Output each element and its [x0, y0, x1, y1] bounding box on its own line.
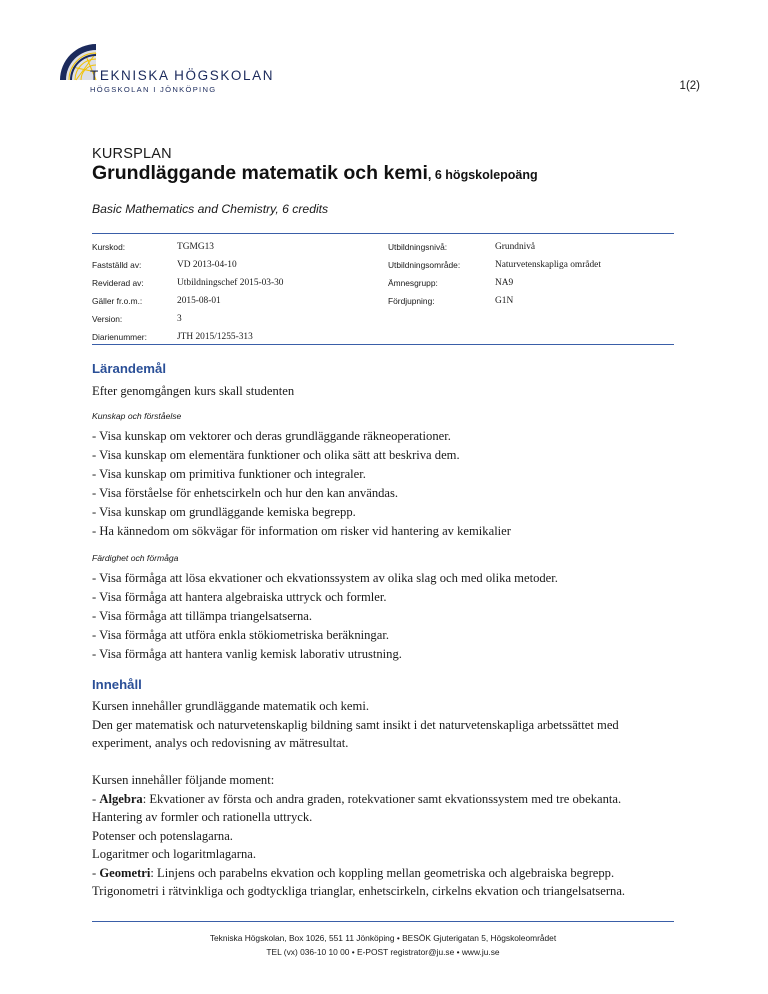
info-key: Ämnesgrupp:	[388, 278, 438, 288]
organization-subtitle: HÖGSKOLAN I JÖNKÖPING	[90, 85, 217, 94]
content-line: Potenser och potenslagarna.	[92, 828, 233, 843]
info-value: G1N	[495, 296, 514, 306]
footer-contact: TEL (vx) 036-10 10 00 • E-POST registrator@ju.se • www.ju.se	[266, 947, 500, 957]
list-item: - Visa kunskap om primitiva funktioner och integraler.	[92, 467, 366, 481]
list-item: - Visa kunskap om vektorer och deras grundläggande räkneoperationer.	[92, 429, 451, 443]
content-line: Kursen innehåller grundläggande matematik och kemi.	[92, 699, 369, 713]
kunskap-list	[92, 427, 692, 541]
info-row	[92, 314, 674, 331]
info-value: 3	[177, 314, 182, 324]
subheading-kunskap: Kunskap och förståelse	[92, 411, 182, 421]
info-key: Kurskod:	[92, 242, 126, 252]
intro-text: Efter genomgången kurs skall studenten	[92, 384, 295, 398]
subheading-fardighet: Färdighet och förmåga	[92, 553, 179, 563]
list-item: - Visa förmåga att hantera vanlig kemisk laborativ utrustning.	[92, 647, 402, 661]
info-key: Fastställd av:	[92, 260, 142, 270]
content-line: Hantering av formler och rationella uttryck.	[92, 810, 313, 824]
info-value: Utbildningschef 2015-03-30	[177, 278, 284, 288]
list-item: - Visa kunskap om elementära funktioner och olika sätt att beskriva dem.	[92, 448, 460, 462]
info-value: TGMG13	[177, 242, 214, 252]
info-value: Grundnivå	[495, 242, 536, 252]
geometri-text: : Linjens och parabelns ekvation och koppling mellan geometriska och algebraiska begrepp.	[150, 865, 615, 880]
info-row	[92, 260, 674, 277]
info-value: VD 2013-04-10	[177, 260, 237, 270]
info-row	[92, 332, 674, 349]
algebra-text: : Ekvationer av första och andra graden, rotekvationer samt ekvationssystem med tre obekanta.	[142, 791, 622, 806]
divider	[92, 233, 674, 234]
info-key: Diarienummer:	[92, 332, 147, 342]
document-type: KURSPLAN	[92, 146, 172, 162]
info-value: NA9	[495, 278, 514, 288]
algebra-term: Algebra	[99, 791, 143, 806]
info-value: Naturvetenskapliga området	[495, 260, 601, 270]
course-title	[92, 162, 538, 185]
info-key: Reviderad av:	[92, 278, 144, 288]
info-key: Version:	[92, 314, 123, 324]
list-item: - Visa förmåga att tillämpa triangelsatserna.	[92, 609, 313, 623]
list-item: - Visa förmåga att utföra enkla stökiometriska beräkningar.	[92, 628, 389, 642]
content-line: Den ger matematisk och naturvetenskaplig bildning samt insikt i det naturvetenskapliga arbetssättet med	[92, 717, 619, 732]
course-credits: , 6 högskolepoäng	[427, 168, 538, 182]
dash: -	[92, 865, 100, 880]
footer-divider	[92, 921, 674, 922]
page-number: 1(2)	[679, 80, 700, 92]
list-item: - Ha kännedom om sökvägar för information om risker vid hantering av kemikalier	[92, 524, 511, 538]
content-line: experiment, analys och redovisning av mätresultat.	[92, 736, 349, 750]
geometri-term: Geometri	[99, 865, 151, 880]
content-text	[92, 697, 692, 901]
organization-name: TEKNISKA HÖGSKOLAN	[90, 68, 275, 83]
list-item: - Visa förståelse för enhetscirkeln och hur den kan användas.	[92, 486, 399, 500]
info-row	[92, 278, 674, 295]
info-key: Gäller fr.o.m.:	[92, 296, 143, 306]
fardighet-list	[92, 569, 692, 664]
info-key: Fördjupning:	[388, 296, 435, 306]
content-line-algebra	[92, 790, 692, 809]
course-name: Grundläggande matematik och kemi	[92, 162, 428, 184]
english-title: Basic Mathematics and Chemistry, 6 credits	[92, 202, 329, 216]
section-heading-larandemal: Lärandemål	[92, 361, 167, 376]
info-key: Utbildningsområde:	[388, 260, 461, 270]
list-item: - Visa förmåga att lösa ekvationer och ekvationssystem av olika slag och med olika metoder.	[92, 571, 558, 585]
info-value: JTH 2015/1255-313	[177, 332, 253, 342]
content-line: Kursen innehåller följande moment:	[92, 773, 275, 787]
dash: -	[92, 791, 100, 806]
info-row	[92, 296, 674, 313]
content-line: Trigonometri i rätvinkliga och godtyckliga trianglar, enhetscirkeln, cirkelns ekvation och triangelsatserna.	[92, 884, 626, 898]
content-line-geometri	[92, 864, 692, 883]
divider	[92, 344, 674, 345]
content-line: Logaritmer och logaritmlagarna.	[92, 847, 257, 861]
section-heading-innehall: Innehåll	[92, 677, 142, 692]
list-item: - Visa kunskap om grundläggande kemiska begrepp.	[92, 505, 356, 519]
info-row	[92, 242, 674, 259]
info-key: Utbildningsnivå:	[388, 242, 448, 252]
list-item: - Visa förmåga att hantera algebraiska uttryck och formler.	[92, 590, 387, 604]
footer-address: Tekniska Högskolan, Box 1026, 551 11 Jönköping • BESÖK Gjuterigatan 5, Högskoleområdet	[209, 933, 557, 943]
info-value: 2015-08-01	[177, 296, 221, 306]
